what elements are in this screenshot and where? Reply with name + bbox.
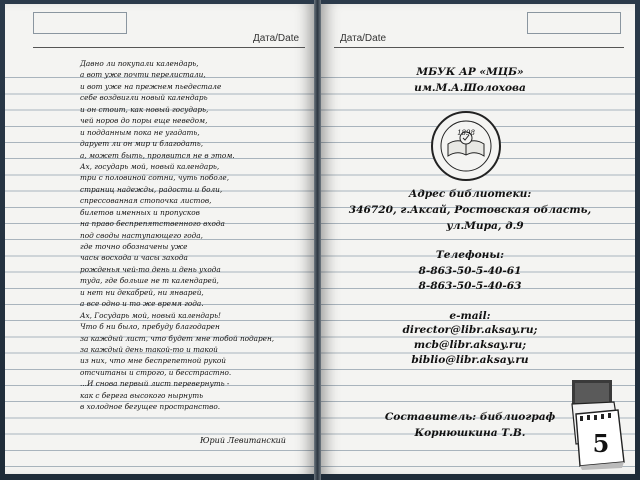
poem-line: Ах, государь мой, новый календарь, bbox=[80, 161, 220, 171]
poem-line: чей норов до поры еще неведом, bbox=[80, 116, 208, 126]
poem-line: из них, что мне беспрепетной рукой bbox=[80, 356, 226, 366]
poem-line: и вот уже на прежнем пьедестале bbox=[80, 81, 222, 91]
poem-line: дарует ли он мир и благодать, bbox=[80, 139, 204, 149]
right-date-label: Дата/Date bbox=[340, 33, 387, 44]
poem-line: рожденья чей-то день и день ухода bbox=[80, 264, 221, 274]
poem-line: как с берега высокого нырнуть bbox=[80, 390, 204, 400]
phone-1: 8-863-50-5-40-61 bbox=[418, 265, 522, 277]
email-label: e-mail: bbox=[449, 310, 491, 322]
poem-line: а вот уже почти перелистали, bbox=[80, 70, 206, 80]
poem-line: на право беспрепятственного входа bbox=[80, 219, 225, 229]
left-date-label: Дата/Date bbox=[253, 33, 300, 44]
poem-line: под своды наступающего года, bbox=[80, 230, 203, 240]
phone-2: 8-863-50-5-40-63 bbox=[418, 280, 522, 292]
library-seal-icon bbox=[430, 110, 502, 182]
poem-line: спрессованная стопочка листов, bbox=[80, 196, 212, 206]
poem-line: и подданным пока не угадать, bbox=[80, 127, 200, 137]
poem-line: где точно обозначены уже bbox=[80, 242, 188, 251]
poem-line: туда, где больше не т календарей, bbox=[80, 276, 219, 286]
right-date-box bbox=[527, 12, 621, 34]
poem-author: Юрий Левитанский bbox=[200, 436, 286, 445]
poem-line: за каждый лист, что будет мне тобой подарен, bbox=[80, 333, 275, 343]
compiler-name: Корнюшкина Т.В. bbox=[414, 427, 526, 439]
address-label: Адрес библиотеки: bbox=[408, 188, 532, 200]
email-1[interactable]: director@libr.aksay.ru; bbox=[402, 324, 538, 336]
book-spine bbox=[314, 0, 321, 480]
compiler-label: Составитель: библиограф bbox=[384, 411, 556, 423]
left-date-box bbox=[33, 12, 127, 34]
poem bbox=[80, 58, 310, 413]
tear-off-calendar-icon bbox=[566, 378, 626, 470]
poem-line: билетов именных и пропусков bbox=[80, 207, 200, 217]
seal-year: 1898 bbox=[457, 129, 475, 137]
poem-line: и он стоит, как новый государь, bbox=[80, 104, 209, 114]
poem-line: себе воздвигли новый календарь bbox=[80, 93, 208, 103]
poem-line: три с половиной сотни, чуть поболе, bbox=[80, 173, 230, 183]
poem-line: отсчитаны и строго, и бесстрастно. bbox=[80, 367, 232, 377]
library-name: МБУК АР «МЦБ» bbox=[416, 66, 524, 78]
poem-line: а, может быть, проявится не в этом. bbox=[80, 150, 235, 160]
poem-line: часы восхода и часы захода bbox=[80, 253, 188, 263]
poem-line: ...И снова первый лист перевернуть - bbox=[80, 379, 230, 389]
email-2[interactable]: mcb@libr.aksay.ru; bbox=[413, 339, 527, 351]
poem-line: а все одно и то же время года. bbox=[80, 299, 204, 309]
poem-line: Давно ли покупали календарь, bbox=[80, 59, 199, 68]
poem-line: и нет ни декабрей, ни январей, bbox=[80, 287, 204, 297]
email-3[interactable]: biblio@libr.aksay.ru bbox=[411, 354, 529, 366]
phones-label: Телефоны: bbox=[435, 249, 505, 261]
left-date-rule bbox=[33, 47, 305, 48]
calendar-front-page: 5 bbox=[592, 429, 610, 458]
poem-line: Ах, Государь мой, новый календарь! bbox=[80, 310, 221, 320]
poem-line: Что б ни было, пребуду благодарен bbox=[80, 322, 220, 332]
address-line1: 346720, г.Аксай, Ростовская область, bbox=[348, 204, 592, 216]
poem-line: страниц надежды, радости и боли, bbox=[80, 184, 223, 194]
address-line2: ул.Мира, д.9 bbox=[446, 220, 524, 232]
right-date-rule bbox=[334, 47, 624, 48]
poem-line: за каждый день такой-то и такой bbox=[80, 344, 218, 354]
library-named-after: им.М.А.Шолохова bbox=[414, 82, 526, 94]
poem-line: в холодное бегущее пространство. bbox=[80, 402, 221, 412]
